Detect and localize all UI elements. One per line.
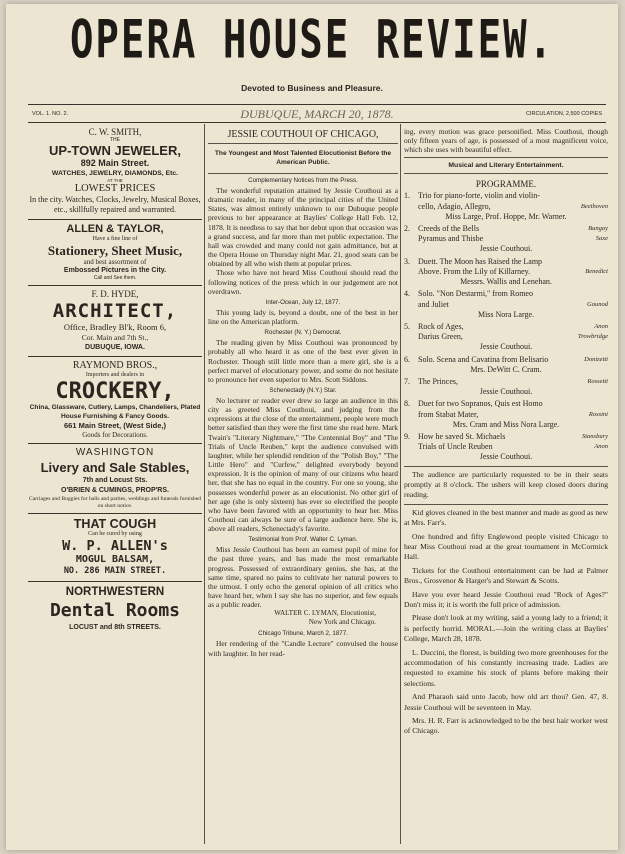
local-note: Have you ever heard Jessie Couthoui read "Rock of Ages?" Don't miss it; it is worth the full price of admission. xyxy=(404,589,608,610)
article-paragraph: The wonderful reputation attained by Jessie Couthoui as a dramatic reader, in many of the principal cities of the United States, was almost entirely unknown to our Dubuque people previous to her appearance at Baylies' College Hall Feb. 12, 1878. It is needless to say that her debut upon that occasion was a grand success, and far more than met public expectation. The hall was crowded and many could not gain admittance, but at the Opera House on Thursday night Mar. 21, good seats can be obtained by all who wish them at popular prices. xyxy=(208,186,398,269)
ad-cough-headline: THAT COUGH xyxy=(73,517,157,532)
ad-smith-the: THE xyxy=(110,137,120,143)
ad-dental-name: NORTHWESTERN xyxy=(65,586,165,599)
programme-item xyxy=(404,224,608,255)
programme-composer: Gounod xyxy=(587,300,608,308)
press-source: Inter-Ocean, July 12, 1877. xyxy=(265,298,341,306)
notes-rule xyxy=(404,504,608,505)
programme-rule-mid xyxy=(404,173,608,174)
press-quote: Miss Jessie Couthoui has been an earnest pupil of mine for the past three years, and has made the most remarkable progress. Possessed of extraordinary genius, she has, at the same time, spared no pains to cultivate her natural powers to the utmost. I only echo the general opinion of all critics who have heard her, when I say she has no superior, and few equals as a public reader. xyxy=(208,545,398,610)
local-note: Please don't look at my writing, said a young lady to a friend; it is perfectly horrid. MORAL.—Join the writing class at Baylies' College, March 28, 1878. xyxy=(404,613,608,644)
programme-item-title: from Stabat Mater, xyxy=(418,409,479,419)
press-quote: Her rendering of the "Candle Lecture" convulsed the house with laughter. In her read- xyxy=(208,639,398,658)
programme-item-title: Solo. Scena and Cavatina from Belisario xyxy=(418,354,549,364)
programme-item-number: 5. xyxy=(404,321,410,331)
programme-item-line xyxy=(404,399,608,409)
programme-item-title: How he saved St. Michaels xyxy=(418,431,506,441)
ad-smith-body: In the city. Watches, Clocks, Jewelry, Musical Boxes, etc., skillfully repaired and warranted. xyxy=(29,195,201,214)
local-note: One hundred and fifty Englewood people visited Chicago to hear Miss Couthoui read at the great tournament in McCormick Hall. xyxy=(404,531,608,562)
ad-smith-name: C. W. SMITH, xyxy=(88,127,142,137)
press-source: Testimonial from Prof. Walter C. Lyman. xyxy=(248,536,358,544)
local-note: L. Duccini, the florest, is building two more greenhouses for the accommodation of his constantly increasing trade. Ladies are requested to examine his stock of plants before making their selections. xyxy=(404,647,608,688)
programme-item-number: 4. xyxy=(404,289,410,299)
programme-composer: Beethoven xyxy=(580,202,608,210)
programme-item-title: Duet for two Sopranos, Quis est Homo xyxy=(418,399,543,409)
ad-raymond-body: China, Glassware, Cutlery, Lamps, Chandeliers, Plated House Furnishing & Fancy Goods. xyxy=(29,404,201,420)
local-note: Tickets for the Couthoui entertainment can be had at Palmer Bros., Grosvenor & Harger's and Stewart & Scotts. xyxy=(404,565,608,586)
article-notices-head: Complementary Notices from the Press. xyxy=(248,177,358,184)
programme-composer: Rossetti xyxy=(587,377,608,385)
article-paragraph: Those who have not heard Miss Couthoui should read the following notices of the press which in our judgement are not overdrawn. xyxy=(208,268,398,296)
programme-item-title: cello, Adagio, Allegro, xyxy=(418,201,491,211)
ad-smith-address: 892 Main Street. xyxy=(80,158,150,168)
masthead-subtitle: Devoted to Business and Pleasure. xyxy=(241,83,383,93)
programme-item-title: Trials of Uncle Reuben xyxy=(418,442,493,452)
volume-number: VOL. 1. NO. 2. xyxy=(32,111,69,117)
programme-composer: Rossini xyxy=(588,410,608,418)
programme-item-number: 6. xyxy=(404,354,410,364)
column-rule-2 xyxy=(400,124,401,844)
programme-item-line xyxy=(404,332,608,342)
programme-item-line xyxy=(404,257,608,267)
article-title: JESSIE COUTHOUI OF CHICAGO, xyxy=(227,129,379,140)
programme-item xyxy=(404,377,608,397)
ad-raymond-name: RAYMOND BROS., xyxy=(72,360,158,371)
signature-line-2: New York and Chicago. xyxy=(308,618,376,627)
programme-item-title: Trio for piano-forte, violin and violin- xyxy=(418,191,540,201)
ad-washington-streets: 7th and Locust Sts. xyxy=(82,477,148,485)
ad-raymond-crockery xyxy=(28,357,202,444)
article-deck: The Youngest and Most Talented Elocutionist Before the American Public. xyxy=(214,150,392,166)
column-rule-1 xyxy=(204,124,205,844)
local-note: Mrs. H. R. Farr is acknowledged to be the best hair worker west of Chicago. xyxy=(404,716,608,736)
ad-dental-address: LOCUST and 8th STREETS. xyxy=(69,624,161,632)
programme-rule-top xyxy=(404,157,608,158)
ad-smith-goods: WATCHES, JEWELRY, DIAMONDS, Etc. xyxy=(51,170,179,177)
press-quote: This young lady is, beyond a doubt, one of the best in her line on the American platform. xyxy=(208,307,398,327)
signature-line-1: WALTER C. LYMAN, Elocutionist, xyxy=(274,609,376,618)
programme-item-title: and Juliet xyxy=(418,299,449,309)
programme-item-line xyxy=(404,432,608,442)
ad-smith-jeweler xyxy=(28,124,202,220)
programme-performer: Miss Nora Large. xyxy=(477,309,535,319)
ad-cough-address: NO. 286 MAIN STREET. xyxy=(63,566,167,577)
programme-performer: Jessie Couthoui. xyxy=(479,342,533,352)
programme-composer: Trowbridge xyxy=(577,333,608,341)
programme-item-title: Creeds of the Bells xyxy=(418,224,480,234)
programme-performer: Mrs. DeWitt C. Cram. xyxy=(470,364,542,374)
programme-composer: Bungay xyxy=(588,225,608,233)
programme-item-number: 9. xyxy=(404,431,410,441)
press-source: Schenectady (N.Y.) Star. xyxy=(269,386,337,394)
programme-column xyxy=(404,124,608,849)
ad-smith-at-the: AT THE xyxy=(107,178,123,183)
press-source: Rochester (N. Y.) Democrat. xyxy=(264,329,342,337)
programme-item-line xyxy=(404,224,608,234)
press-quote: No lecturer or reader ever drew so large an audience in this city as greeted Miss Couthoui, and judging from the expressions at the close of the entertainment, people were much better satisfied than they were the first time she read here. Mark Twain's "Literary Nightmare," "The Centennial Boy" and "The Trials of Uncle Reuben," kept the audience convulsed with laughter, while her splendid rendition of the "Polish Boy," "The Little Hero" and "Curfew," delighted everybody beyond expression. It is the opinion of many of our citizens who heard her, that she has no equal in the country. For one so young, she possesses wonderful power as an elocutionist. No other girl of her age (she is only sixteen) has ever so electrified the people who have been favored with an opportunity to hear her. Miss Couthoui can always be sure of a large audience here. She is, above all readers, Schenectady's favorite. xyxy=(208,395,398,534)
dateline xyxy=(28,107,606,121)
programme-item-line xyxy=(404,442,608,452)
ad-hyde-corner: Cor. Main and 7th St., xyxy=(81,333,149,342)
programme-performer: Jessie Couthoui. xyxy=(479,244,533,254)
programme-item xyxy=(404,355,608,375)
ad-allen-taylor-line3: Embossed Pictures in the City. xyxy=(63,267,167,274)
programme-item-title: Darius Green, xyxy=(418,332,463,342)
dateline-rule-bottom xyxy=(28,122,606,123)
article-deck-rule xyxy=(208,173,398,174)
ad-allen-taylor xyxy=(28,220,202,286)
programme-item xyxy=(404,289,608,320)
local-note: And Pharaoh said unto Jacob, how old art thou? Gen. 47, 8. Jessie Couthoui will be seventeen in May. xyxy=(404,692,608,712)
programme-composer: Anon xyxy=(594,443,608,451)
programme-item-title: Rock of Ages, xyxy=(418,321,464,331)
ad-cough-name: W. P. ALLEN's xyxy=(62,538,168,555)
ad-smith-headline: UP-TOWN JEWELER, xyxy=(49,143,181,158)
ad-dental-rooms xyxy=(28,582,202,637)
ad-allen-taylor-name: ALLEN & TAYLOR, xyxy=(66,223,164,235)
programme-item-number: 2. xyxy=(404,224,410,234)
ad-hyde-architect xyxy=(28,286,202,357)
ad-washington-name: WASHINGTON xyxy=(75,447,155,459)
programme-item-number: 3. xyxy=(404,256,410,266)
newspaper-page xyxy=(6,4,618,850)
programme-item-line xyxy=(404,289,608,299)
advertisements-column xyxy=(28,124,202,849)
ad-cough-line1: Can be cured by using xyxy=(88,531,142,538)
ad-raymond-address: 661 Main Street, (West Side,) xyxy=(64,421,166,431)
programme-item-line xyxy=(404,234,608,244)
ad-smith-lowest: LOWEST PRICES xyxy=(74,183,156,194)
programme-composer: Donizetti xyxy=(584,355,608,363)
ad-raymond-line2: Goods for Decorations. xyxy=(82,431,148,440)
programme-item xyxy=(404,257,608,288)
programme-item-title: Solo. "Non Destarmi," from Romeo xyxy=(418,289,533,299)
ad-washington-stables xyxy=(28,444,202,514)
programme-item-line xyxy=(404,377,608,387)
programme-item-line xyxy=(404,267,608,277)
programme-performer: Messrs. Wallis and Lenehan. xyxy=(460,277,552,287)
ad-allen-taylor-line2: and best assortment of xyxy=(83,258,147,266)
programme-item-line xyxy=(404,322,608,332)
ad-washington-body: Carriages and Buggies for balls and parties, weddings and funerals furnished on short notice. xyxy=(29,496,201,509)
programme-item-line xyxy=(404,202,608,212)
programme-item-number: 8. xyxy=(404,399,410,409)
notes-list xyxy=(404,470,608,737)
programme-rule-bottom xyxy=(404,466,608,467)
programme-item-line xyxy=(404,300,608,310)
programme-performer: Jessie Couthoui. xyxy=(479,452,533,462)
programme-item-line xyxy=(404,191,608,201)
ad-hyde-city: DUBUQUE, IOWA. xyxy=(85,344,145,351)
programme-item-number: 1. xyxy=(404,191,410,201)
programme-item-title: The Princes, xyxy=(418,376,458,386)
article-continuation: ing, every motion was grace personified. Miss Couthoui, though only fifteen years of age, is possessed of a most magnificent voice, which she uses with beautiful effect. xyxy=(404,127,608,155)
circulation: CIRCULATION, 2,500 COPIES xyxy=(525,111,602,117)
programme-item xyxy=(404,432,608,463)
local-note: The audience are particularly requested to be in their seats promptly at 8 o'clock. The ushers will keep closed doors during reading. xyxy=(404,469,608,500)
programme-item-number: 7. xyxy=(404,376,410,386)
press-quote: The reading given by Miss Couthoui was pronounced by probably all who heard it as one of the best ever given in Rochester. Though still little more than a mere girl, she is a perfect marvel of elocutionary power, and some do not hesitate to pronounce her even superior to Mrs. Scott Siddons. xyxy=(208,338,398,384)
programme-composer: Saxe xyxy=(595,235,608,243)
programme-item-line xyxy=(404,355,608,365)
ad-washington-props: O'BRIEN & CUMINGS, PROP'RS. xyxy=(61,487,169,495)
ad-hyde-name: F. D. HYDE, xyxy=(91,289,139,299)
article-column xyxy=(208,124,398,849)
masthead-title: OPERA HOUSE REVIEW. xyxy=(69,10,555,71)
programme-item-title: Duett. The Moon has Raised the Lamp xyxy=(418,256,543,266)
programme-item xyxy=(404,191,608,222)
ad-allen-taylor-line4: Call and See them. xyxy=(93,275,137,281)
programme-item-title: Above. From the Lily of Killarney. xyxy=(418,266,531,276)
ad-cough-product: MOGUL BALSAM, xyxy=(75,554,155,566)
article-title-rule xyxy=(208,143,398,144)
ad-washington-headline: Livery and Sale Stables, xyxy=(40,460,190,476)
ad-raymond-line1: Importers and dealers in xyxy=(85,372,145,378)
issue-date: DUBUQUE, MARCH 20, 1878. xyxy=(240,107,394,121)
programme-composer: Anon xyxy=(594,322,608,330)
programme-item-line xyxy=(404,410,608,420)
ad-mogul-balsam xyxy=(28,514,202,582)
ad-raymond-headline: CROCKERY, xyxy=(55,379,175,404)
programme-item xyxy=(404,322,608,353)
ad-hyde-office: Office, Bradley Bl'k, Room 6, xyxy=(63,322,167,332)
programme-title: PROGRAMME. xyxy=(475,179,537,190)
programme-composer: Benedict xyxy=(585,267,608,275)
programme-composer: Stansbury xyxy=(582,432,608,440)
ad-hyde-headline: ARCHITECT, xyxy=(52,300,178,322)
programme-performer: Miss Large, Prof. Hoppe, Mr. Warner. xyxy=(445,211,567,221)
programme-item xyxy=(404,399,608,430)
programme-item-title: Pyramus and Thisbe xyxy=(418,234,484,244)
programme-performer: Jessie Couthoui. xyxy=(479,387,533,397)
press-source: Chicago Tribune, March 2, 1877. xyxy=(258,630,348,638)
dateline-rule-top xyxy=(28,104,606,105)
ad-allen-taylor-line1: Have a fine line of xyxy=(92,236,138,242)
programme-list xyxy=(404,191,608,462)
ad-dental-headline: Dental Rooms xyxy=(49,600,181,622)
programme-section-head: Musical and Literary Entertainment. xyxy=(448,162,564,170)
programme-performer: Mrs. Cram and Miss Nora Large. xyxy=(452,419,560,429)
ad-allen-taylor-headline: Stationery, Sheet Music, xyxy=(47,243,183,258)
local-note: Kid gloves cleaned in the best manner and made as good as new at Mrs. Farr's. xyxy=(404,507,608,528)
